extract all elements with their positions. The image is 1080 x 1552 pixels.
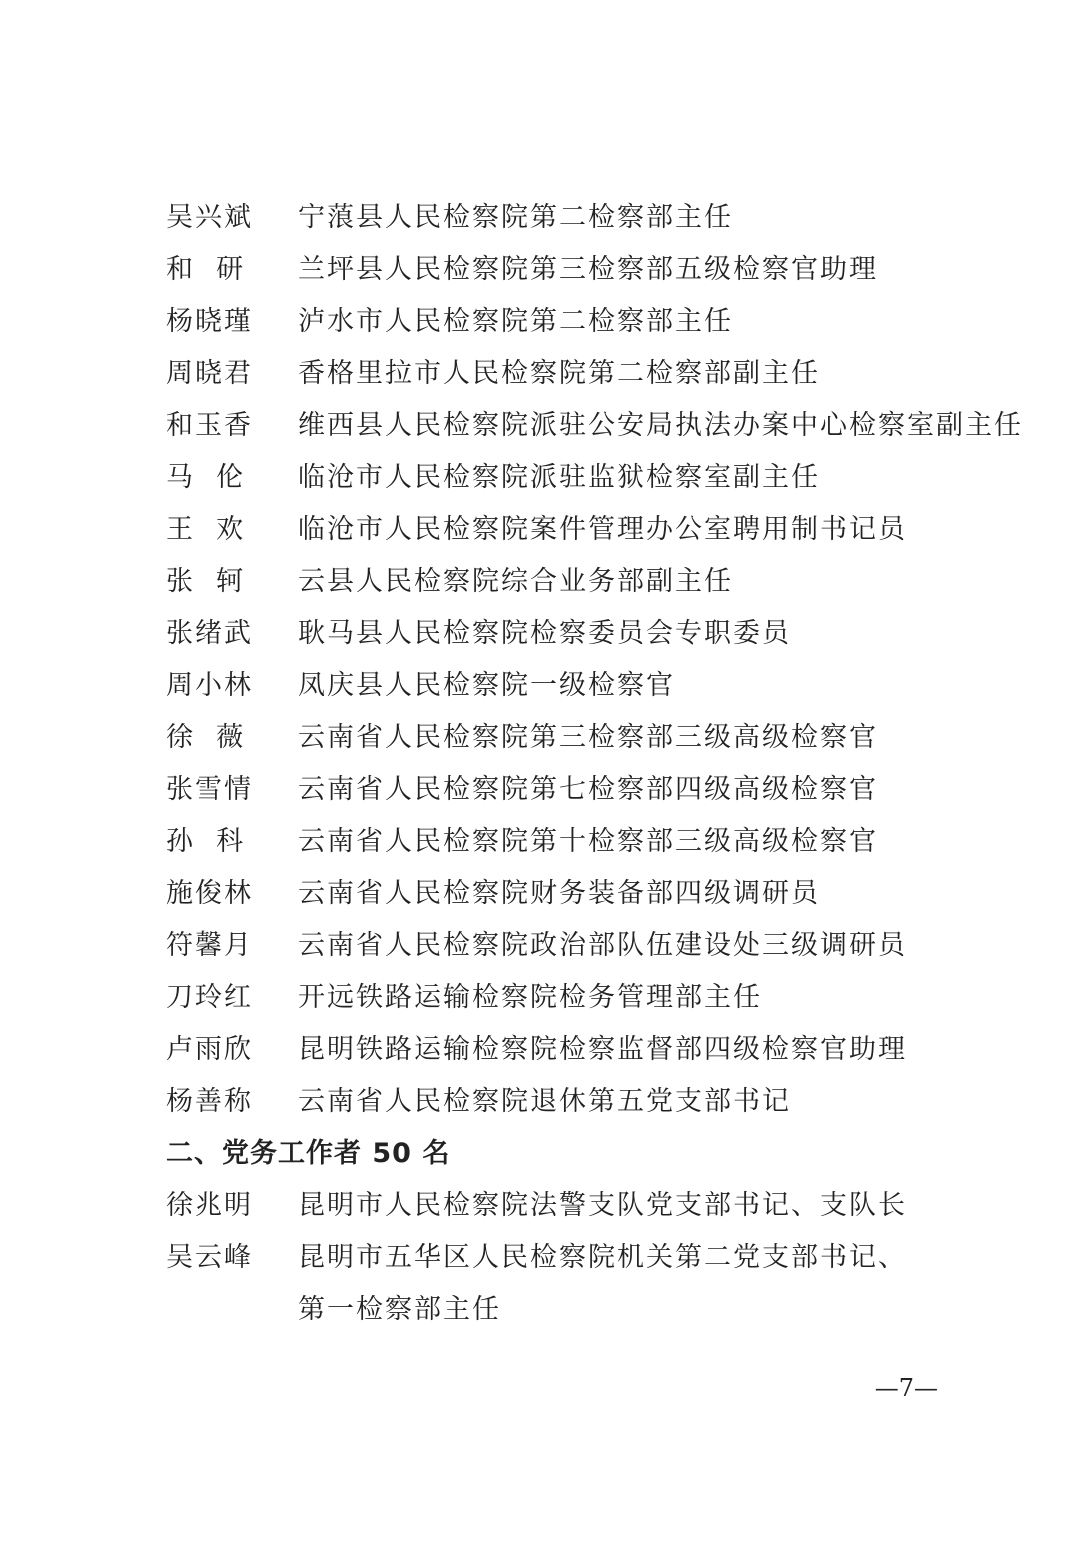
list-item <box>166 188 966 240</box>
person-name: 和玉香 <box>166 409 253 441</box>
list-item <box>166 864 966 916</box>
person-name: 周小林 <box>166 669 253 701</box>
list-item <box>166 396 1023 448</box>
person-title: 兰坪县人民检察院第三检察部五级检察官助理 <box>298 253 878 285</box>
person-title: 云县人民检察院综合业务部副主任 <box>298 565 733 597</box>
list-item <box>166 812 966 864</box>
person-title: 开远铁路运输检察院检务管理部主任 <box>298 981 762 1013</box>
list-item-continuation <box>166 1280 966 1332</box>
person-title: 凤庆县人民检察院一级检察官 <box>298 669 675 701</box>
list-item <box>166 656 966 708</box>
list-item <box>166 760 966 812</box>
list-item <box>166 1176 966 1228</box>
person-title: 云南省人民检察院第十检察部三级高级检察官 <box>298 825 878 857</box>
list-item <box>166 916 966 968</box>
person-title: 耿马县人民检察院检察委员会专职委员 <box>298 617 791 649</box>
person-name: 杨善称 <box>166 1085 253 1117</box>
person-name: 张绪武 <box>166 617 253 649</box>
person-name: 周晓君 <box>166 357 253 389</box>
list-item <box>166 708 966 760</box>
person-name: 王 欢 <box>166 513 246 545</box>
list-group-b <box>166 1176 966 1280</box>
person-name: 孙 科 <box>166 825 246 857</box>
person-name: 张雪情 <box>166 773 253 805</box>
list-group-a <box>166 188 1023 1124</box>
person-name: 徐 薇 <box>166 721 246 753</box>
person-name: 马 伦 <box>166 461 246 493</box>
person-name: 吴云峰 <box>166 1241 253 1273</box>
person-title: 云南省人民检察院第七检察部四级高级检察官 <box>298 773 878 805</box>
list-item <box>166 968 966 1020</box>
person-name: 徐兆明 <box>166 1189 253 1221</box>
person-name: 施俊林 <box>166 877 253 909</box>
list-item <box>166 448 966 500</box>
person-title: 云南省人民检察院政治部队伍建设处三级调研员 <box>298 929 907 961</box>
person-title: 云南省人民检察院第三检察部三级高级检察官 <box>298 721 878 753</box>
person-title: 临沧市人民检察院案件管理办公室聘用制书记员 <box>298 513 907 545</box>
list-item <box>166 500 966 552</box>
person-title: 云南省人民检察院退休第五党支部书记 <box>298 1085 791 1117</box>
person-title: 临沧市人民检察院派驻监狱检察室副主任 <box>298 461 820 493</box>
person-title: 宁蒗县人民检察院第二检察部主任 <box>298 201 733 233</box>
list-item <box>166 344 966 396</box>
person-name: 张 轲 <box>166 565 246 597</box>
list-item <box>166 240 966 292</box>
person-name: 卢雨欣 <box>166 1033 253 1065</box>
honoree-list <box>166 188 1023 1332</box>
person-title: 昆明市人民检察院法警支队党支部书记、支队长 <box>298 1189 907 1221</box>
person-title: 昆明市五华区人民检察院机关第二党支部书记、 <box>298 1241 907 1273</box>
list-item <box>166 1228 966 1280</box>
continuation-text: 第一检察部主任 <box>298 1293 501 1325</box>
page-number: —7— <box>874 1374 938 1402</box>
list-item <box>166 604 966 656</box>
person-title: 香格里拉市人民检察院第二检察部副主任 <box>298 357 820 389</box>
list-item <box>166 292 966 344</box>
person-name: 杨晓瑾 <box>166 305 253 337</box>
list-item <box>166 1020 966 1072</box>
person-name: 刀玲红 <box>166 981 253 1013</box>
person-title: 云南省人民检察院财务装备部四级调研员 <box>298 877 820 909</box>
person-name: 吴兴斌 <box>166 201 253 233</box>
list-item <box>166 1072 966 1124</box>
person-name: 符馨月 <box>166 929 253 961</box>
list-item <box>166 552 966 604</box>
person-name: 和 研 <box>166 253 246 285</box>
person-title: 昆明铁路运输检察院检察监督部四级检察官助理 <box>298 1033 907 1065</box>
section-heading: 二、党务工作者 50 名 <box>166 1137 451 1169</box>
person-title: 维西县人民检察院派驻公安局执法办案中心检察室副主任 <box>298 409 1023 441</box>
person-title: 泸水市人民检察院第二检察部主任 <box>298 305 733 337</box>
